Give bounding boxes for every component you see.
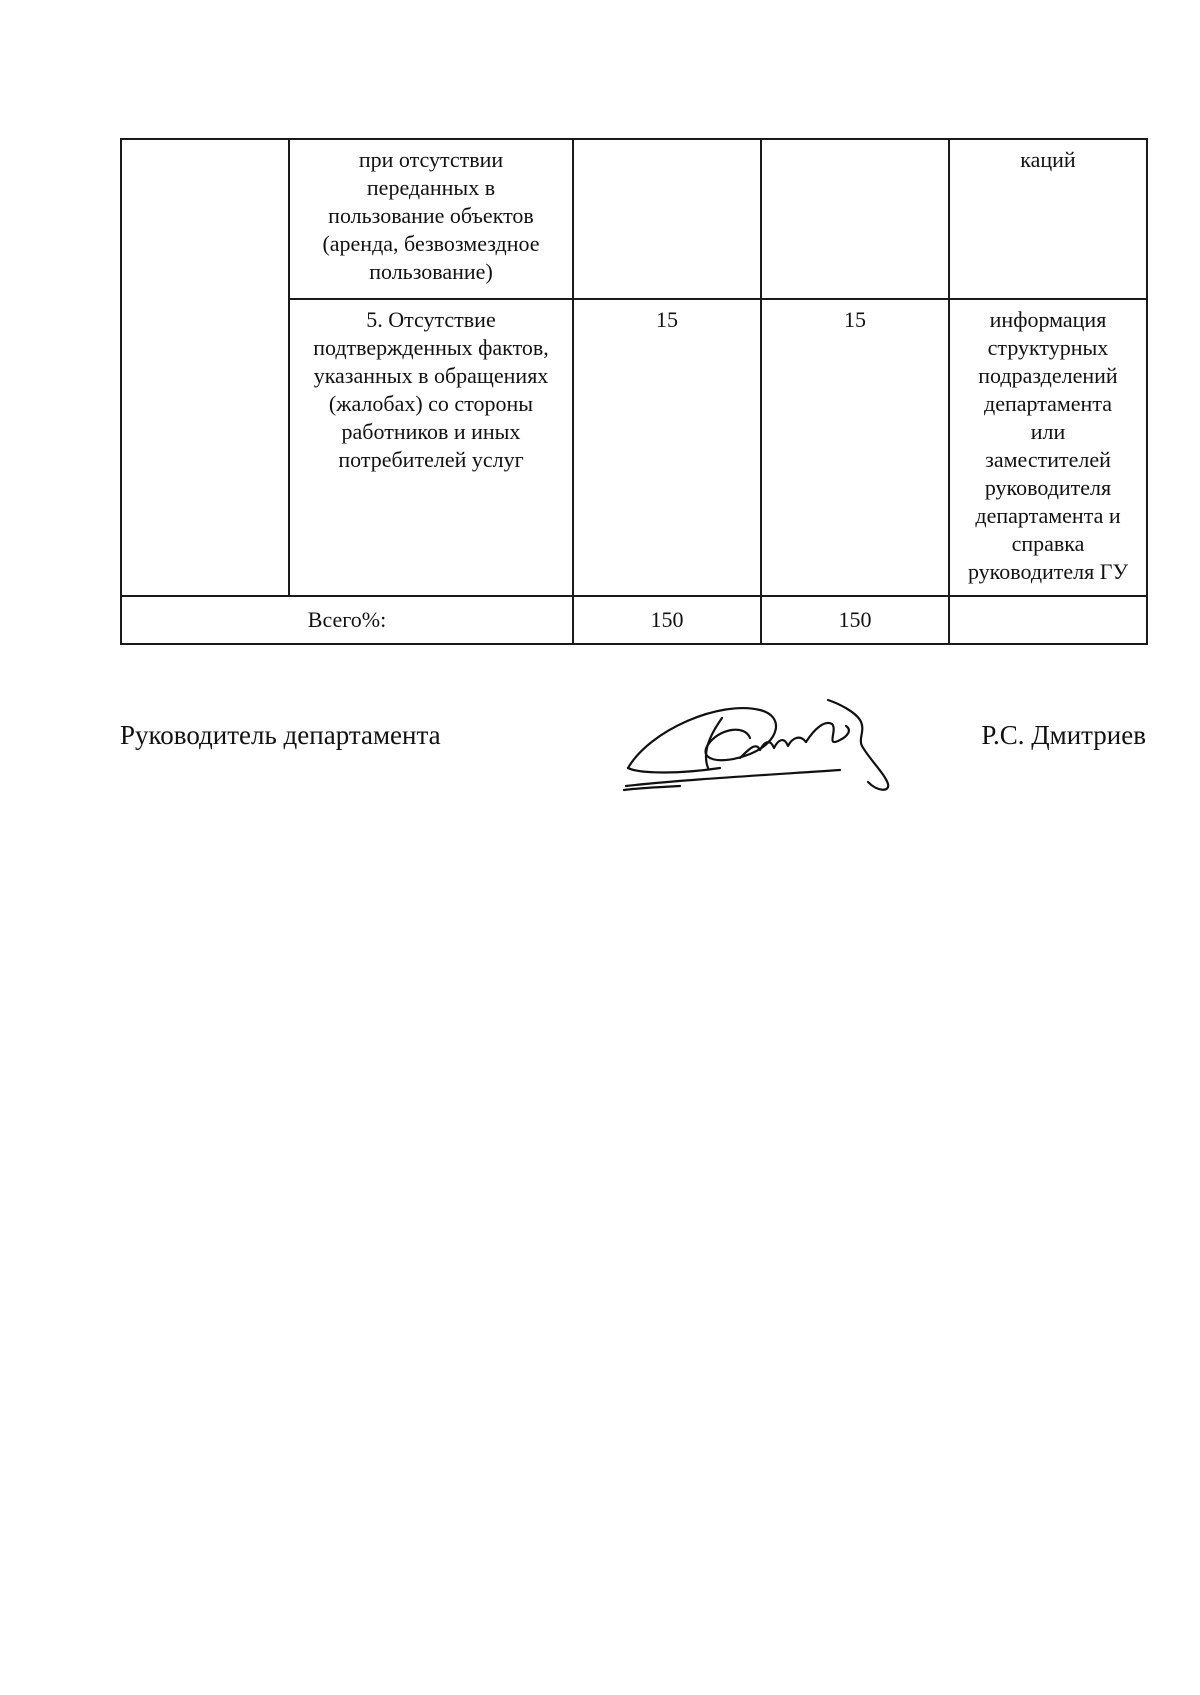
criterion-cell (289, 139, 573, 299)
source-cell (949, 299, 1147, 596)
source-text: информация структурных подразделений департамента или заместителей руководителя департамента и справка руководителя ГУ (967, 307, 1129, 584)
actual-percent-cell (761, 139, 949, 299)
max-percent-cell (573, 299, 761, 596)
signatory-name: Р.С. Дмитриев (981, 720, 1146, 750)
criteria-table (120, 138, 1148, 645)
total-max-cell (573, 596, 761, 644)
actual-percent-value: 15 (844, 307, 866, 332)
max-percent-cell (573, 139, 761, 299)
source-text: каций (1020, 147, 1076, 172)
total-actual-value: 150 (838, 607, 872, 632)
total-label-cell (121, 596, 573, 644)
criterion-text: 5. Отсутствие подтвержденных фактов, указанных в обращениях (жалобах) со стороны работников и иных потребителей услуг (313, 307, 549, 472)
total-row (121, 596, 1147, 644)
criterion-cell (289, 299, 573, 596)
signature-block (120, 690, 1146, 800)
total-actual-cell (761, 596, 949, 644)
total-label: Всего%: (307, 607, 387, 632)
actual-percent-cell (761, 299, 949, 596)
total-max-value: 150 (650, 607, 684, 632)
source-cell (949, 139, 1147, 299)
max-percent-value: 15 (656, 307, 678, 332)
criterion-text: при отсутствии переданных в пользование объектов (аренда, безвозмездное пользование) (322, 147, 540, 284)
total-source-cell (949, 596, 1147, 644)
section-number-cell (121, 139, 289, 596)
signatory-role: Руководитель департамента (120, 720, 441, 750)
handwritten-signature (610, 690, 910, 800)
table-row (121, 139, 1147, 299)
